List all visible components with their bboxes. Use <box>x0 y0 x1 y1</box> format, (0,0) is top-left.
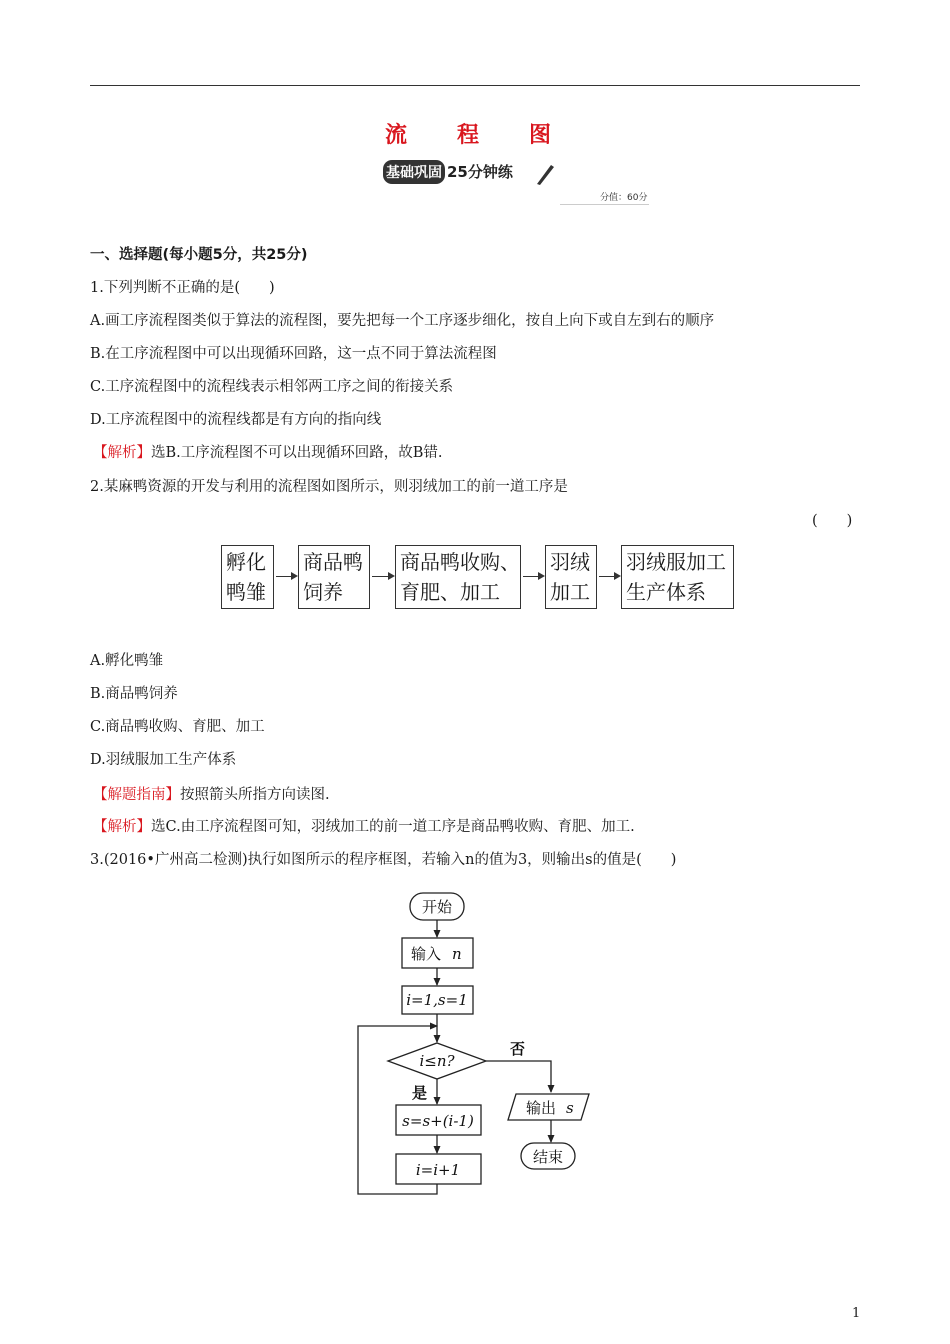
no-label: 否 <box>510 1040 526 1058</box>
analysis-text: 选C.由工序流程图可知，羽绒加工的前一道工序是商品鸭收购、育肥、加工. <box>151 819 635 835</box>
q1-option-a: A.画工序流程图类似于算法的流程图，要先把每一个工序逐步细化，按自上向下或自左到右的顺序 <box>90 313 715 329</box>
flow-box-5-line2: 生产体系 <box>626 580 706 604</box>
page-number: 1 <box>852 1306 861 1321</box>
q2-option-d: D.羽绒服加工生产体系 <box>90 752 237 768</box>
flow-box-1-line2: 鸭雏 <box>226 580 266 604</box>
condition-label: i≤n? <box>419 1052 455 1070</box>
q1-stem: 1.下列判断不正确的是( ) <box>90 280 275 296</box>
q1-option-b: B.在工序流程图中可以出现循环回路，这一点不同于算法流程图 <box>90 346 497 362</box>
output-var: s <box>566 1099 574 1117</box>
flow-box-3-line1: 商品鸭收购、 <box>400 550 520 574</box>
analysis-tag: 【解析】 <box>93 445 151 461</box>
flow-box-4-line1: 羽绒 <box>550 550 590 574</box>
banner-time: 25分钟练 <box>447 163 513 181</box>
q1-option-d: D.工序流程图中的流程线都是有方向的指向线 <box>90 412 382 428</box>
init-label: i=1,s=1 <box>406 991 468 1009</box>
input-var: n <box>452 945 462 963</box>
arrow-no-branch <box>486 1061 551 1092</box>
output-label: 输出 <box>526 1099 557 1117</box>
flow-box-2-line2: 饲养 <box>303 580 343 604</box>
q2-option-c: C.商品鸭收购、育肥、加工 <box>90 719 265 735</box>
flow-box-4-line2: 加工 <box>550 580 590 604</box>
banner-chip: 基础巩固 <box>383 160 445 184</box>
update-s-label: s=s+(i-1) <box>402 1112 474 1130</box>
score-label: 分值：60分 <box>560 190 649 205</box>
end-label: 结束 <box>532 1148 564 1166</box>
page-title: 流 程 图 <box>384 123 565 148</box>
section-heading: 一、选择题(每小题5分，共25分) <box>90 247 308 263</box>
flow-box-2-line1: 商品鸭 <box>303 550 363 574</box>
flow-box-5-line1: 羽绒服加工 <box>626 550 726 574</box>
q2-option-b: B.商品鸭饲养 <box>90 686 178 702</box>
guide-tag: 【解题指南】 <box>93 787 180 803</box>
start-label: 开始 <box>421 898 453 916</box>
flow-box-3-line2: 育肥、加工 <box>400 580 500 604</box>
flow-box-1-line1: 孵化 <box>226 550 266 574</box>
update-i-label: i=i+1 <box>415 1161 461 1179</box>
analysis-tag: 【解析】 <box>93 819 151 835</box>
guide-text: 按照箭头所指方向读图. <box>180 787 330 803</box>
analysis-text: 选B.工序流程图不可以出现循环回路，故B错. <box>151 445 443 461</box>
q2-option-a: A.孵化鸭雏 <box>90 653 164 669</box>
q3-stem: 3.(2016•广州高二检测)执行如图所示的程序框图，若输入n的值为3，则输出s的值是( ) <box>90 852 677 868</box>
q1-option-c: C.工序流程图中的流程线表示相邻两工序之间的衔接关系 <box>90 379 454 395</box>
input-label: 输入 <box>411 945 442 963</box>
q2-stem: 2.某麻鸭资源的开发与利用的流程图如图所示，则羽绒加工的前一道工序是 <box>90 479 568 495</box>
yes-label: 是 <box>412 1084 428 1102</box>
q2-answer-paren: ( ) <box>812 513 853 529</box>
